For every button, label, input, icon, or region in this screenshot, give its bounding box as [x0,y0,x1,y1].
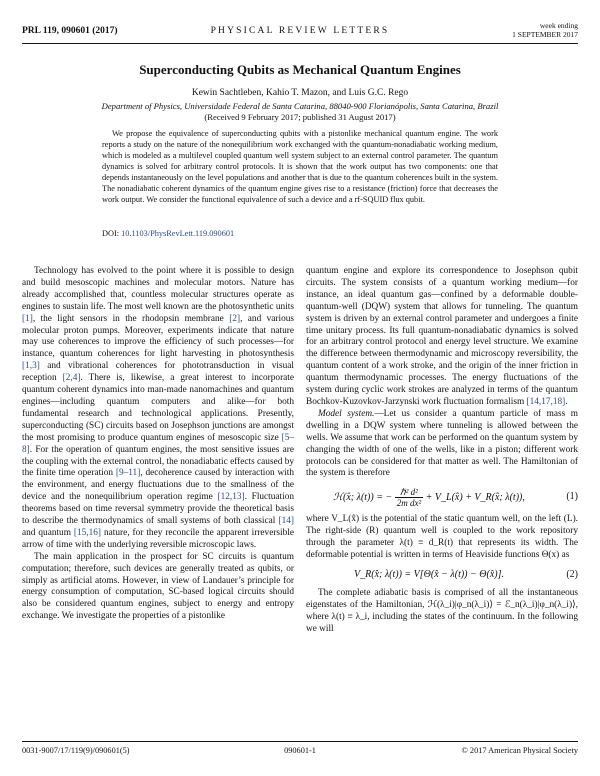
right-column [306,266,578,636]
week-ending-label: week ending [539,21,578,30]
received-dates: (Received 9 February 2017; published 31 August 2017) [204,112,396,122]
paragraph-model: Model system.—Let us consider a quantum particle of mass m dwelling in a DQW system where tunneling is allowed between the wells. We assume that work can be performed on the quantum system by changing the width of one of the wells, like in a piston; different work protocols can be considered for that matter as well. The Hamiltonian of the system is therefore [306,408,578,479]
section-lead: Model system. [318,408,375,419]
citation-link[interactable]: [9–11] [115,468,141,479]
copyright: © 2017 American Physical Society [461,746,578,755]
paragraph-intro: Technology has evolved to the point where it is possible to design and build mesoscopic machines and molecular motors. Nature has already accomplished that, countless molecular structures operate as engines to sustain life. The most well known are the photosynthetic units [1], the light sensors in the rhodopsin membrane [2], and various molecular proton pumps. Moreover, experiments indicate that nature may use coherences to improve the efficiency of such processes—for instance, quantum coherences for light harvesting in photosynthesis [1,3] and vibrational coherences for phototransduction in visual reception [2,4]. There is, likewise, a great interest to incorporate quantum coherent dynamics into man-made nanomachines and quantum engines—including quantum computers and alike—for both fundamental research and technological applications. Presently, superconducting (SC) circuits based on Josephson junctions are amongst the most promising to produce quantum engines of mesoscopic size [5–8]. For the operation of quantum engines, the most sensitive issues are the coupling with the external control, the nonadiabatic effects caused by the finite time operation [9–11], decoherence caused by interaction with the environment, and energy fluctuations due to the smallness of the device and the nonequilibrium operation regime [12,13]. Fluctuation theorems based on time reversal symmetry provide the theoretical basis to describe the thermodynamics of small systems of both classical [14] and quantum [15,16] nature, for they reconcile the apparent irreversible arrow of time with the underlying reversible microscopic laws. [22,266,294,550]
page-footer [22,744,578,758]
citation-link[interactable]: [1] [22,313,33,324]
citation-link[interactable]: [2,4] [62,373,81,384]
equation-2: V_R(x̂; λ(t)) = V[Θ(x̂ − λ(t)) − Θ(x̂)]. (2) [354,568,578,580]
equation-1: ℋ(x̂; λ(t)) = − $\frac{\text{ℏ² d²}}{\text{2m dx²}}$ + V_L(x̂) + V_R(x̂; λ(t)), (1) [333,486,578,508]
paragraph-potential: where V_L(x̂) is the potential of the static quantum well, on the left (L). The right-side (R) quantum well is coupled to the work repository through the parameter λ(t) ≡ d_R(t) that represents its width. The deformable potential is written in terms of Heaviside functions Θ(x) as [306,514,578,561]
paragraph-application: The main application in the prospect for SC circuits is quantum computation; therefore, such devices are generally treated as qubits, or simply as artificial atoms. However, in view of Landauer’s principle for energy consumption of computation, SC-based logical circuits should also be considered quantum engines, subject to energy and entropy exchange. We investigate the properties of a pistonlike [22,551,294,622]
affiliation: Department of Physics, Universidade Federal de Santa Catarina, 88040-900 Florianópolis, Santa Catarina, Brazil [101,101,499,111]
week-ending [512,22,578,39]
citation-link[interactable]: [14] [278,516,294,527]
equation-number: (1) [566,491,578,503]
footer-code: 0031-9007/17/119(9)/090601(5) [22,746,130,755]
paper-title: Superconducting Qubits as Mechanical Quantum Engines [139,62,461,77]
header-rule [22,43,578,44]
citation-link[interactable]: [12,13] [217,492,245,503]
citation-link[interactable]: [1,3] [22,361,40,372]
fraction: $\frac{\text{ℏ² d²}}{\text{2m dx²}}$ [396,486,422,508]
page-number: 090601-1 [284,746,316,755]
week-ending-date: 1 SEPTEMBER 2017 [512,29,578,39]
citation-link[interactable]: [15,16] [73,527,102,538]
doi [102,229,234,238]
abstract: We propose the equivalence of superconducting qubits with a pistonlike mechanical quantum engine. The work reports a study on the nature of the nonequilibrium work exchanged with the quantum-nonadiabatic working medium, which is modeled as a multilevel coupled quantum well system subject to an external control parameter. The quantum dynamics is solved for arbitrary control protocols. It is shown that the work output has two components: one that depends instantaneously on the level populations and another that is due to the quantum coherences built in the system. The nonadiabatic coherent dynamics of the quantum engine gives rise to a resistance (friction) force that decreases the work output. We consider the functional equivalence of such a device and a rf-SQUID flux qubit. [102,129,498,204]
journal-ref: PRL 119, 090601 (2017) [22,26,118,36]
citation-link[interactable]: [2] [229,313,241,324]
doi-link[interactable]: 10.1103/PhysRevLett.119.090601 [121,229,235,238]
doi-label: DOI: [102,229,120,238]
running-header [22,22,578,40]
journal-name: PHYSICAL REVIEW LETTERS [210,26,390,36]
authors: Kewin Sachtleben, Kahio T. Mazon, and Luis G.C. Rego [191,88,409,98]
citation-link[interactable]: [14,17,18] [526,396,566,407]
citation-link[interactable]: [5–8] [22,432,294,455]
left-column [22,266,294,623]
equation-number: (2) [566,568,578,580]
footer-rule [22,741,578,742]
paragraph-continued: quantum engine and explore its correspondence to Josephson qubit circuits. The system consists of a quantum working medium—for instance, an ideal quantum gas—confined by a deformable double-quantum-well (DQW) system that allows for tunneling. The quantum system is driven by an external control parameter and undergoes a finite time unitary process. Its full quantum-nonadiabatic dynamics is solved for an arbitrary control protocol and energy level structure. We examine the difference between thermodynamic and microscopy reversibility, the quantum content of a work stroke, and the origin of the inner friction in quantum thermodynamic processes. The energy fluctuations of the system during cyclic work strokes are analyzed in terms of the quantum Bochkov-Kuzovkov-Jarzynski work fluctuation formalism [14,17,18]. [306,266,578,407]
paragraph-basis: The complete adiabatic basis is comprised of all the instantaneous eigenstates of the Hamiltonian, ℋ(λ_i)|φ_n(λ_i)⟩ = ℰ_n(λ_i)|φ_n(λ_i)⟩, where λ(t) ≡ λ_i, including the states of the continuum. In the following we will [306,587,578,634]
